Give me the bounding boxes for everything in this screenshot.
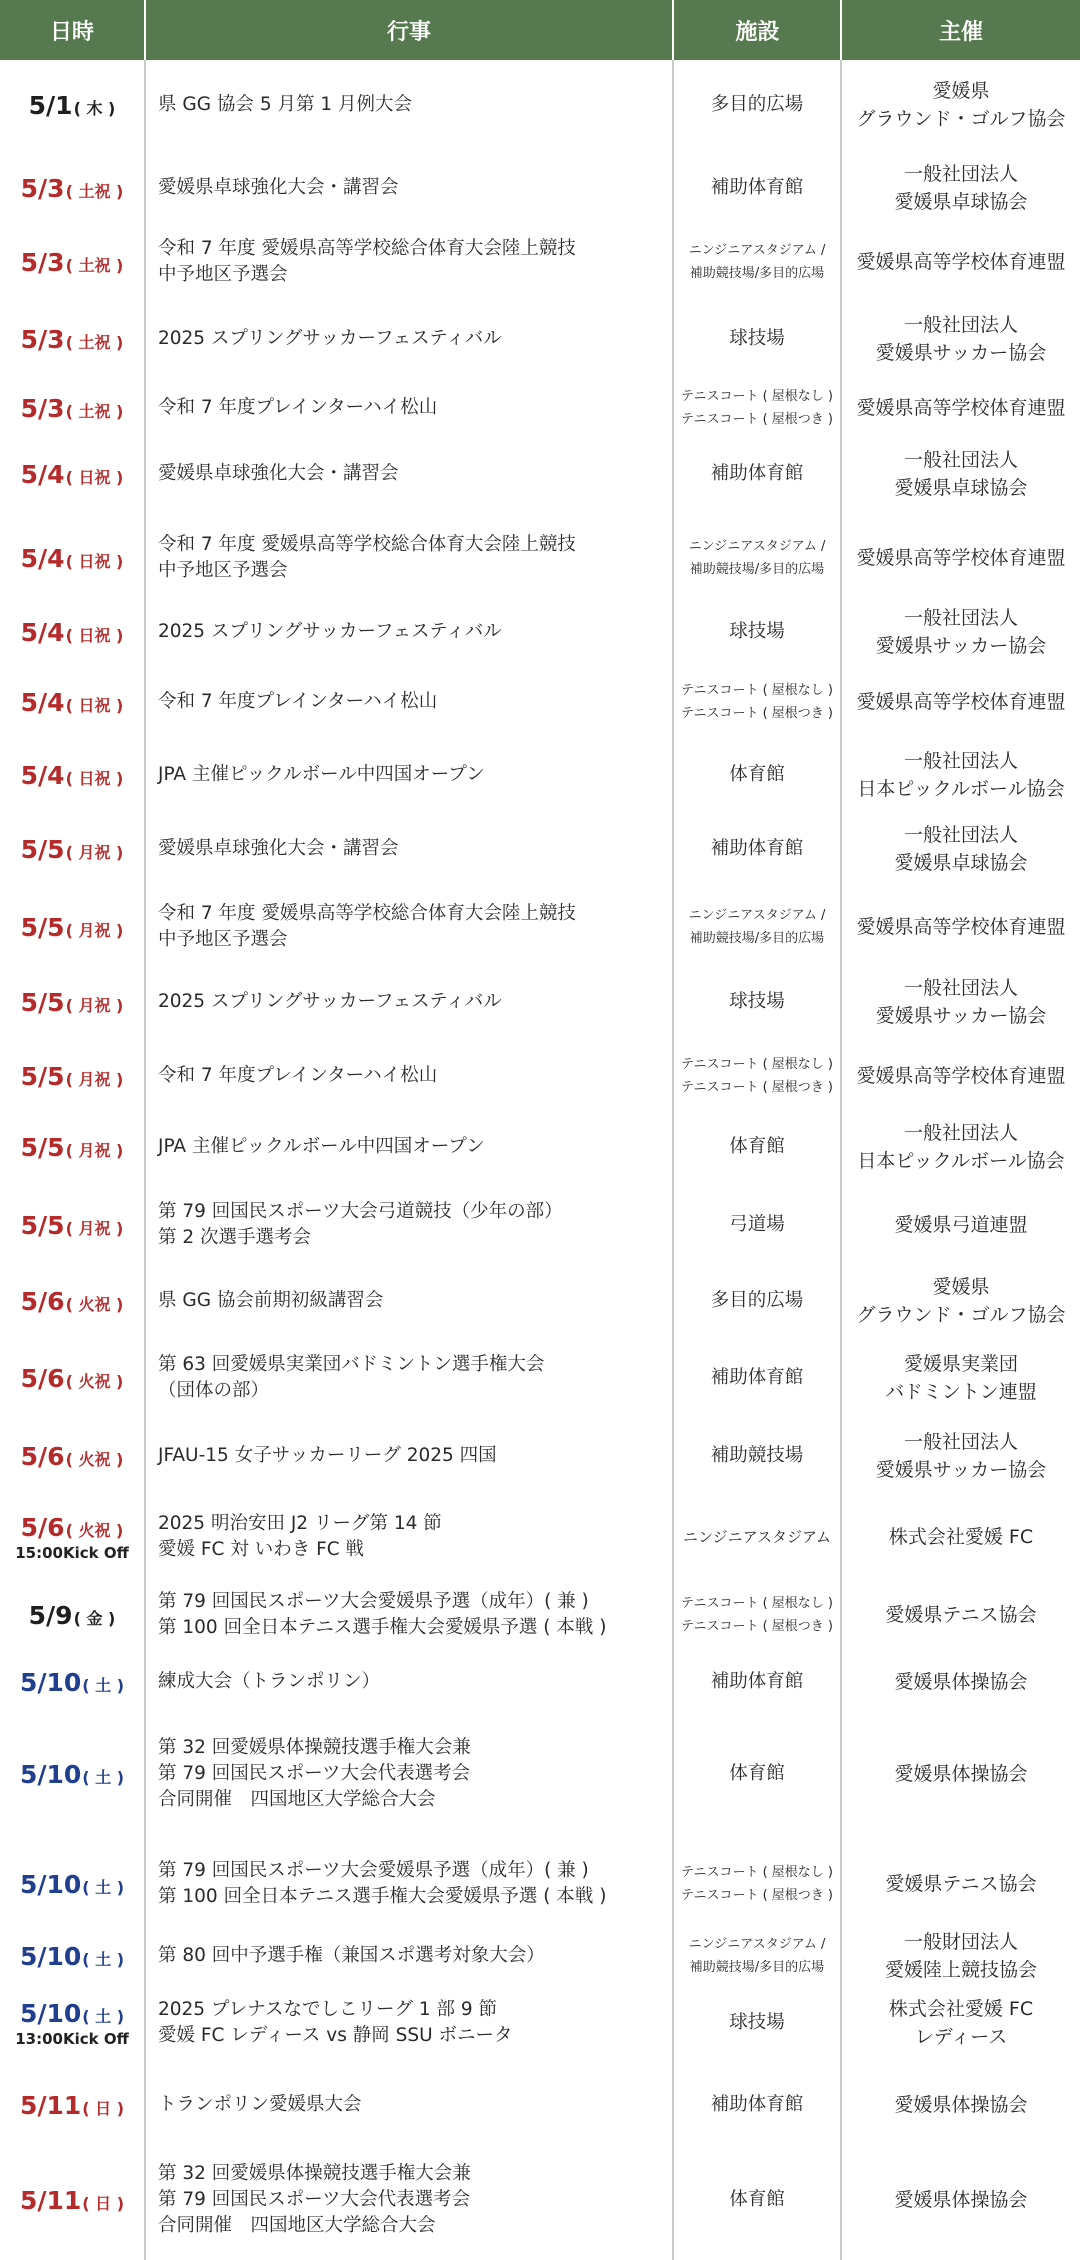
event-cell <box>158 2070 662 2140</box>
weekday-text: ( 月祝 ) <box>65 1218 124 1238</box>
table-row <box>0 1582 1080 1648</box>
event-name: JPA 主催ピックルボール中四国オープン <box>158 764 485 785</box>
date-cell <box>0 604 144 660</box>
event-cell <box>158 1420 662 1492</box>
organizer-cell <box>842 1492 1080 1582</box>
organizer-name: 一般社団法人 日本ピックルボール協会 <box>857 1122 1065 1172</box>
organizer-name: 愛媛県 グラウンド・ゴルフ協会 <box>856 80 1066 130</box>
organizer-name: 一般社団法人 愛媛県サッカー協会 <box>875 314 1047 364</box>
organizer-cell <box>842 1648 1080 1716</box>
date-text: 5/3 <box>20 324 65 354</box>
organizer-cell <box>842 604 1080 660</box>
event-name: 2025 明治安田 J2 リーグ第 14 節 愛媛 FC 対 いわき FC 戦 <box>158 1513 442 1560</box>
facility-cell <box>673 660 841 744</box>
date-text: 5/3 <box>20 393 65 423</box>
organizer-name: 愛媛県テニス協会 <box>885 1873 1037 1895</box>
facility-name: ニンジニアスタジアム / 補助競技場/多目的広場 <box>688 1937 826 1975</box>
organizer-cell <box>842 298 1080 380</box>
date-cell <box>0 380 144 436</box>
facility-cell <box>673 150 841 226</box>
facility-cell <box>673 2140 841 2260</box>
table-row <box>0 1184 1080 1266</box>
organizer-name: 愛媛県高等学校体育連盟 <box>856 547 1066 569</box>
date-text: 5/5 <box>20 1210 65 1240</box>
organizer-cell <box>842 512 1080 604</box>
table-row <box>0 2140 1080 2260</box>
organizer-cell <box>842 1716 1080 1832</box>
date-text: 5/5 <box>20 1061 65 1091</box>
organizer-cell <box>842 962 1080 1042</box>
facility-cell <box>673 1110 841 1184</box>
event-name: 令和 7 年度プレインターハイ松山 <box>158 691 438 712</box>
event-cell <box>158 604 662 660</box>
table-row <box>0 660 1080 744</box>
weekday-text: ( 土祝 ) <box>65 332 124 352</box>
organizer-cell <box>842 660 1080 744</box>
table-row <box>0 60 1080 150</box>
organizer-name: 愛媛県テニス協会 <box>885 1604 1037 1626</box>
event-name: 県 GG 協会 5 月第 1 月例大会 <box>158 94 412 115</box>
organizer-cell <box>842 1832 1080 1936</box>
event-name: 2025 スプリングサッカーフェスティバル <box>158 991 502 1012</box>
weekday-text: ( 月祝 ) <box>65 995 124 1015</box>
table-row <box>0 1716 1080 1832</box>
date-cell <box>0 298 144 380</box>
event-name: 第 80 回中予選手権（兼国スポ選考対象大会） <box>158 1945 545 1966</box>
date-cell <box>0 660 144 744</box>
date-text: 5/10 <box>19 1667 82 1697</box>
event-name: 2025 プレナスなでしこリーグ 1 部 9 節 愛媛 FC レディース vs 静岡 SSU ボニータ <box>158 1999 513 2046</box>
date-text: 5/4 <box>20 687 65 717</box>
date-cell <box>0 226 144 298</box>
kickoff-time: 15:00Kick Off <box>15 1543 129 1562</box>
date-cell <box>0 1648 144 1716</box>
date-cell <box>0 806 144 892</box>
date-text: 5/4 <box>20 617 65 647</box>
weekday-text: ( 土祝 ) <box>65 255 124 275</box>
event-cell <box>158 660 662 744</box>
organizer-cell <box>842 1931 1080 1981</box>
weekday-text: ( 土祝 ) <box>65 401 124 421</box>
event-cell <box>158 962 662 1042</box>
weekday-text: ( 火祝 ) <box>65 1371 124 1391</box>
facility-cell <box>673 298 841 380</box>
organizer-cell <box>842 380 1080 436</box>
weekday-text: ( 金 ) <box>73 1608 116 1628</box>
weekday-text: ( 土祝 ) <box>65 181 124 201</box>
facility-name: 補助体育館 <box>710 1367 804 1388</box>
date-text: 5/5 <box>20 987 65 1017</box>
facility-name: テニスコート ( 屋根なし ) テニスコート ( 屋根つき ) <box>680 389 834 427</box>
weekday-text: ( 火祝 ) <box>65 1520 124 1540</box>
facility-name: 補助競技場 <box>710 1445 804 1466</box>
event-cell <box>158 1936 662 1976</box>
date-cell <box>0 2070 144 2140</box>
date-cell <box>0 1266 144 1336</box>
organizer-cell <box>842 744 1080 806</box>
facility-name: 球技場 <box>729 991 785 1012</box>
date-text: 5/6 <box>20 1512 65 1542</box>
organizer-name: 愛媛県実業団 バドミントン連盟 <box>885 1353 1037 1403</box>
organizer-name: 愛媛県体操協会 <box>894 2094 1028 2116</box>
date-text: 5/4 <box>20 760 65 790</box>
facility-cell <box>673 1420 841 1492</box>
weekday-text: ( 日祝 ) <box>65 695 124 715</box>
date-text: 5/3 <box>20 247 65 277</box>
table-row <box>0 1042 1080 1110</box>
facility-name: ニンジニアスタジアム / 補助競技場/多目的広場 <box>688 539 826 577</box>
table-header <box>0 0 1080 60</box>
facility-name: 体育館 <box>729 1136 785 1157</box>
table-row <box>0 1110 1080 1184</box>
date-text: 5/11 <box>19 2090 82 2120</box>
date-cell <box>0 962 144 1042</box>
organizer-name: 愛媛県高等学校体育連盟 <box>856 251 1066 273</box>
date-text: 5/10 <box>19 1998 82 2028</box>
date-cell <box>0 1582 144 1648</box>
weekday-text: ( 土 ) <box>82 1949 125 1969</box>
weekday-text: ( 土 ) <box>82 1675 125 1695</box>
facility-name: 弓道場 <box>729 1214 785 1235</box>
event-name: 第 32 回愛媛県体操競技選手権大会兼 第 79 回国民スポーツ大会代表選考会 合同開催 四国地区大学総合大会 <box>158 1737 471 1810</box>
facility-name: 補助体育館 <box>710 2094 804 2115</box>
event-cell <box>158 1648 662 1716</box>
date-cell <box>0 1110 144 1184</box>
event-cell <box>158 1832 662 1936</box>
organizer-name: 一般財団法人 愛媛陸上競技協会 <box>884 1931 1037 1981</box>
organizer-name: 愛媛県体操協会 <box>894 2189 1028 2211</box>
table-row <box>0 380 1080 436</box>
event-name: 愛媛県卓球強化大会・講習会 <box>158 838 399 859</box>
date-text: 5/11 <box>19 2185 82 2215</box>
date-text: 5/9 <box>28 1600 73 1630</box>
table-row <box>0 1336 1080 1420</box>
facility-name: テニスコート ( 屋根なし ) テニスコート ( 屋根つき ) <box>680 1057 834 1095</box>
date-cell <box>0 1420 144 1492</box>
facility-cell <box>673 962 841 1042</box>
header-organizer: 主催 <box>938 19 983 45</box>
organizer-name: 愛媛県体操協会 <box>894 1763 1028 1785</box>
event-cell <box>158 60 662 150</box>
facility-name: ニンジニアスタジアム / 補助競技場/多目的広場 <box>688 243 826 281</box>
event-cell <box>158 150 662 226</box>
date-text: 5/4 <box>20 459 65 489</box>
table-row <box>0 806 1080 892</box>
organizer-name: 一般社団法人 愛媛県卓球協会 <box>894 824 1028 874</box>
organizer-cell <box>842 806 1080 892</box>
facility-cell <box>673 1042 841 1110</box>
facility-cell <box>673 1266 841 1336</box>
organizer-cell <box>842 1420 1080 1492</box>
date-cell <box>0 1976 144 2070</box>
table-row <box>0 2070 1080 2140</box>
event-cell <box>158 892 662 962</box>
weekday-text: ( 日祝 ) <box>65 625 124 645</box>
event-name: 第 79 回国民スポーツ大会愛媛県予選（成年）( 兼 ) 第 100 回全日本テニス選手権大会愛媛県予選 ( 本戦 ) <box>158 1860 607 1907</box>
event-name: 練成大会（トランポリン） <box>158 1671 381 1692</box>
facility-name: 補助体育館 <box>710 838 804 859</box>
facility-name: 球技場 <box>729 328 785 349</box>
organizer-cell <box>842 150 1080 226</box>
weekday-text: ( 月祝 ) <box>65 1069 124 1089</box>
weekday-text: ( 土 ) <box>82 1877 125 1897</box>
weekday-text: ( 月祝 ) <box>65 920 124 940</box>
facility-cell <box>673 1716 841 1832</box>
facility-cell <box>673 604 841 660</box>
date-text: 5/6 <box>20 1441 65 1471</box>
date-cell <box>0 892 144 962</box>
date-cell <box>0 1184 144 1266</box>
organizer-cell <box>842 1266 1080 1336</box>
date-text: 5/5 <box>20 912 65 942</box>
table-row <box>0 1976 1080 2070</box>
event-cell <box>158 744 662 806</box>
event-cell <box>158 1184 662 1266</box>
facility-cell <box>673 1648 841 1716</box>
event-cell <box>158 1976 662 2070</box>
date-text: 5/10 <box>19 1759 82 1789</box>
facility-name: 補助体育館 <box>710 463 804 484</box>
organizer-name: 株式会社愛媛 FC レディース <box>888 1998 1034 2048</box>
event-cell <box>158 1110 662 1184</box>
event-name: 第 32 回愛媛県体操競技選手権大会兼 第 79 回国民スポーツ大会代表選考会 合同開催 四国地区大学総合大会 <box>158 2163 471 2236</box>
event-name: トランポリン愛媛県大会 <box>158 2094 362 2115</box>
facility-cell <box>673 744 841 806</box>
facility-cell <box>673 2070 841 2140</box>
organizer-name: 一般社団法人 愛媛県サッカー協会 <box>875 607 1047 657</box>
facility-name: 多目的広場 <box>710 94 804 115</box>
table-row <box>0 1266 1080 1336</box>
organizer-name: 愛媛県 グラウンド・ゴルフ協会 <box>856 1276 1066 1326</box>
table-row <box>0 1832 1080 1936</box>
date-cell <box>0 60 144 150</box>
facility-name: 球技場 <box>729 2012 785 2033</box>
organizer-name: 株式会社愛媛 FC <box>888 1526 1034 1548</box>
date-text: 5/4 <box>20 543 65 573</box>
organizer-cell <box>842 1110 1080 1184</box>
event-name: JFAU-15 女子サッカーリーグ 2025 四国 <box>158 1445 497 1466</box>
date-cell <box>0 1492 144 1582</box>
organizer-cell <box>842 1184 1080 1266</box>
event-cell <box>158 436 662 512</box>
weekday-text: ( 木 ) <box>73 98 116 118</box>
event-name: 県 GG 協会前期初級講習会 <box>158 1290 384 1311</box>
weekday-text: ( 日祝 ) <box>65 467 124 487</box>
organizer-name: 愛媛県高等学校体育連盟 <box>856 1065 1066 1087</box>
date-cell <box>0 1832 144 1936</box>
organizer-cell <box>842 60 1080 150</box>
facility-cell <box>673 1184 841 1266</box>
event-name: 第 79 回国民スポーツ大会弓道競技（少年の部） 第 2 次選手選考会 <box>158 1201 563 1248</box>
table-row <box>0 962 1080 1042</box>
date-cell <box>0 1716 144 1832</box>
header-event: 行事 <box>386 19 431 45</box>
event-name: 令和 7 年度 愛媛県高等学校総合体育大会陸上競技 中予地区予選会 <box>158 903 576 950</box>
weekday-text: ( 土 ) <box>82 2006 125 2026</box>
organizer-name: 一般社団法人 愛媛県サッカー協会 <box>875 977 1047 1027</box>
weekday-text: ( 日祝 ) <box>65 551 124 571</box>
facility-name: 体育館 <box>729 1763 785 1784</box>
organizer-cell <box>842 226 1080 298</box>
facility-name: 球技場 <box>729 621 785 642</box>
event-name: 第 79 回国民スポーツ大会愛媛県予選（成年）( 兼 ) 第 100 回全日本テニス選手権大会愛媛県予選 ( 本戦 ) <box>158 1591 607 1638</box>
organizer-cell <box>842 1336 1080 1420</box>
date-cell <box>0 436 144 512</box>
table-row <box>0 436 1080 512</box>
facility-name: 体育館 <box>729 764 785 785</box>
facility-cell <box>673 1492 841 1582</box>
facility-name: 体育館 <box>729 2189 785 2210</box>
organizer-name: 愛媛県体操協会 <box>894 1671 1028 1693</box>
event-cell <box>158 1716 662 1832</box>
facility-name: 補助体育館 <box>710 1671 804 1692</box>
event-name: 令和 7 年度 愛媛県高等学校総合体育大会陸上競技 中予地区予選会 <box>158 238 576 285</box>
weekday-text: ( 月祝 ) <box>65 1140 124 1160</box>
header-facility: 施設 <box>735 19 780 45</box>
date-cell <box>0 512 144 604</box>
table-row <box>0 226 1080 298</box>
date-text: 5/1 <box>28 90 73 120</box>
event-name: 令和 7 年度プレインターハイ松山 <box>158 397 438 418</box>
table-row <box>0 604 1080 660</box>
kickoff-time: 13:00Kick Off <box>15 2029 129 2048</box>
table-row <box>0 150 1080 226</box>
table-row <box>0 1931 1080 1981</box>
header-date: 日時 <box>49 19 94 45</box>
table-row <box>0 512 1080 604</box>
event-cell <box>158 1266 662 1336</box>
event-cell <box>158 1336 662 1420</box>
table-row <box>0 1492 1080 1582</box>
weekday-text: ( 日 ) <box>82 2193 125 2213</box>
organizer-name: 愛媛県高等学校体育連盟 <box>856 916 1066 938</box>
organizer-cell <box>842 1976 1080 2070</box>
facility-name: ニンジニアスタジアム <box>683 1528 831 1546</box>
facility-cell <box>673 1936 841 1976</box>
date-cell <box>0 150 144 226</box>
event-cell <box>158 1042 662 1110</box>
event-cell <box>158 1582 662 1648</box>
event-cell <box>158 380 662 436</box>
facility-name: 多目的広場 <box>710 1290 804 1311</box>
date-cell <box>0 1336 144 1420</box>
event-name: 愛媛県卓球強化大会・講習会 <box>158 177 399 198</box>
facility-cell <box>673 436 841 512</box>
date-text: 5/10 <box>19 1941 82 1971</box>
facility-cell <box>673 1832 841 1936</box>
facility-cell <box>673 512 841 604</box>
facility-name: テニスコート ( 屋根なし ) テニスコート ( 屋根つき ) <box>680 1865 834 1903</box>
facility-name: テニスコート ( 屋根なし ) テニスコート ( 屋根つき ) <box>680 1596 834 1634</box>
date-text: 5/5 <box>20 834 65 864</box>
date-text: 5/6 <box>20 1286 65 1316</box>
table-row <box>0 1648 1080 1716</box>
date-cell <box>0 744 144 806</box>
event-cell <box>158 226 662 298</box>
weekday-text: ( 火祝 ) <box>65 1449 124 1469</box>
date-text: 5/5 <box>20 1132 65 1162</box>
weekday-text: ( 土 ) <box>82 1767 125 1787</box>
date-cell <box>0 1042 144 1110</box>
organizer-cell <box>842 892 1080 962</box>
event-name: JPA 主催ピックルボール中四国オープン <box>158 1136 485 1157</box>
event-name: 愛媛県卓球強化大会・講習会 <box>158 463 399 484</box>
event-name: 第 63 回愛媛県実業団バドミントン選手権大会 （団体の部） <box>158 1354 545 1401</box>
event-cell <box>158 512 662 604</box>
event-cell <box>158 2140 662 2260</box>
facility-cell <box>673 892 841 962</box>
facility-cell <box>673 806 841 892</box>
organizer-name: 一般社団法人 愛媛県卓球協会 <box>894 449 1028 499</box>
organizer-name: 愛媛県高等学校体育連盟 <box>856 691 1066 713</box>
organizer-name: 一般社団法人 愛媛県卓球協会 <box>894 163 1028 213</box>
organizer-name: 愛媛県高等学校体育連盟 <box>856 397 1066 419</box>
event-name: 2025 スプリングサッカーフェスティバル <box>158 621 502 642</box>
facility-name: ニンジニアスタジアム / 補助競技場/多目的広場 <box>688 908 826 946</box>
facility-cell <box>673 60 841 150</box>
date-text: 5/3 <box>20 173 65 203</box>
table-row <box>0 892 1080 962</box>
organizer-name: 一般社団法人 日本ピックルボール協会 <box>857 750 1065 800</box>
facility-cell <box>673 1976 841 2070</box>
event-name: 令和 7 年度プレインターハイ松山 <box>158 1065 438 1086</box>
event-cell <box>158 1492 662 1582</box>
weekday-text: ( 日 ) <box>82 2098 125 2118</box>
organizer-cell <box>842 436 1080 512</box>
date-cell <box>0 1936 144 1976</box>
facility-cell <box>673 226 841 298</box>
facility-name: テニスコート ( 屋根なし ) テニスコート ( 屋根つき ) <box>680 683 834 721</box>
facility-cell <box>673 1582 841 1648</box>
table-row <box>0 1420 1080 1492</box>
organizer-cell <box>842 1582 1080 1648</box>
organizer-name: 一般社団法人 愛媛県サッカー協会 <box>875 1431 1047 1481</box>
event-name: 令和 7 年度 愛媛県高等学校総合体育大会陸上競技 中予地区予選会 <box>158 534 576 581</box>
date-cell <box>0 2140 144 2260</box>
event-name: 2025 スプリングサッカーフェスティバル <box>158 328 502 349</box>
table-row <box>0 298 1080 380</box>
table-row <box>0 744 1080 806</box>
event-cell <box>158 298 662 380</box>
weekday-text: ( 火祝 ) <box>65 1294 124 1314</box>
event-cell <box>158 806 662 892</box>
organizer-cell <box>842 2070 1080 2140</box>
weekday-text: ( 月祝 ) <box>65 842 124 862</box>
weekday-text: ( 日祝 ) <box>65 768 124 788</box>
date-text: 5/6 <box>20 1363 65 1393</box>
organizer-name: 愛媛県弓道連盟 <box>894 1214 1028 1236</box>
organizer-cell <box>842 2140 1080 2260</box>
facility-cell <box>673 380 841 436</box>
date-text: 5/10 <box>19 1869 82 1899</box>
organizer-cell <box>842 1042 1080 1110</box>
facility-name: 補助体育館 <box>710 177 804 198</box>
facility-cell <box>673 1336 841 1420</box>
